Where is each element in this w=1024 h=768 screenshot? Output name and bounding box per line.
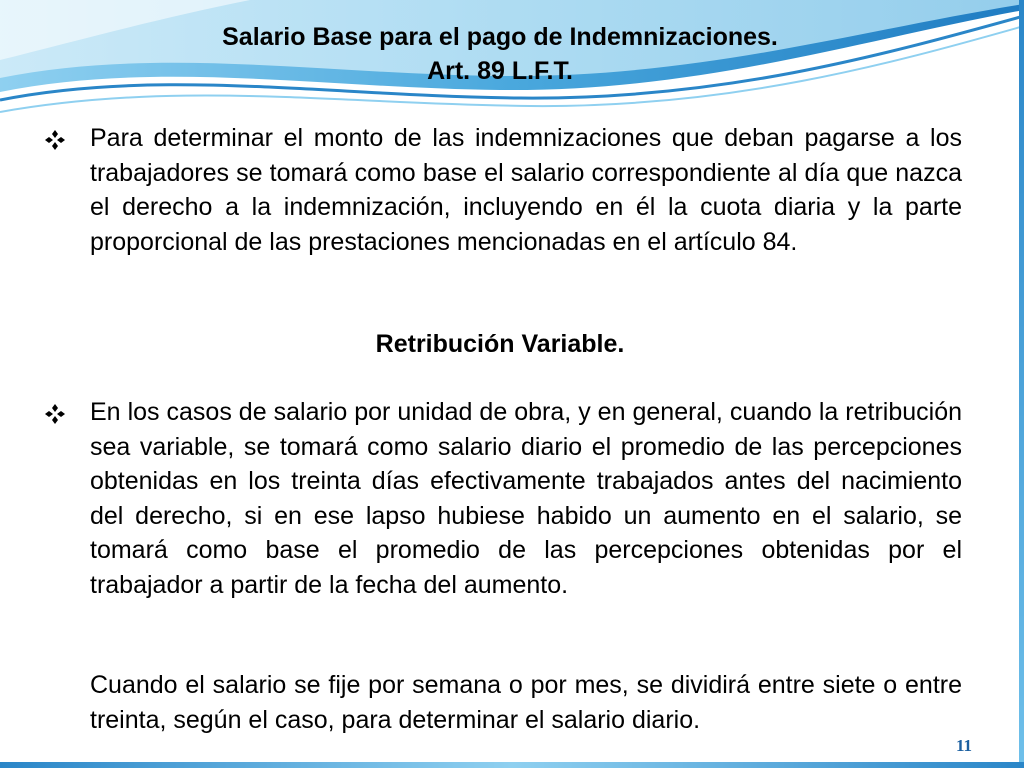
paragraph-3-text: Cuando el salario se fije por semana o por mes, se dividirá entre siete o entre treinta, según el caso, para determinar el salario diario.: [90, 671, 962, 734]
paragraph-2-text: En los casos de salario por unidad de obra, y en general, cuando la retribución sea variable, se tomará como salario diario el promedio de las percepciones obtenidas en los treinta días efectivamente trabajados antes del nacimiento del derecho, si en ese lapso hubiese habido un aumento en el salario, se tomará como base el promedio de las percepciones obtenidas por el trabajador a partir de la fecha del aumento.: [90, 398, 962, 599]
page-number: 11: [955, 736, 972, 755]
right-border-decoration: [1019, 0, 1024, 768]
paragraph-1-text: Para determinar el monto de las indemnizaciones que deban pagarse a los trabajadores se tomará como base el salario correspondiente al día que nazca el derecho a la indemnización, incluyendo en él la cuota diaria y la parte proporcional de las prestaciones mencionadas en el artículo 84.: [90, 124, 962, 256]
slide-title: Salario Base para el pago de Indemnizaciones.: [222, 23, 778, 51]
diamond-bullet-icon: [44, 403, 66, 425]
section-subtitle: Retribución Variable.: [375, 330, 625, 358]
bottom-border-decoration: [0, 762, 1024, 768]
diamond-bullet-icon: [44, 129, 66, 151]
slide-title-article: Art. 89 L.F.T.: [427, 57, 573, 85]
